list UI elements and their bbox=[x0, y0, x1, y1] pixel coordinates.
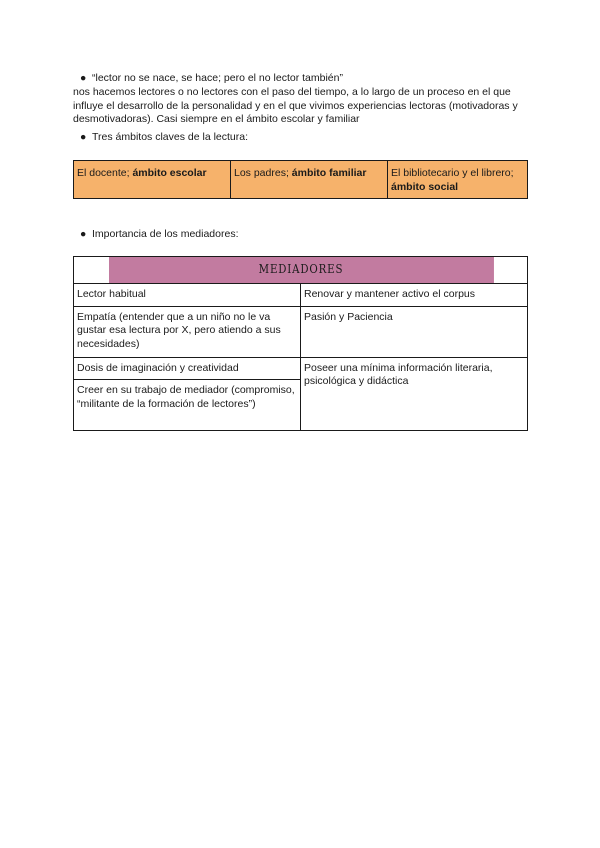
table-cell: Poseer una mínima información literaria, psicológica y didáctica bbox=[301, 357, 528, 431]
ambito-cell bbox=[74, 161, 231, 199]
ambito-cell bbox=[231, 161, 388, 199]
mediadores-header: MEDIADORES bbox=[108, 257, 494, 284]
ambito-prefix: El bibliotecario y el librero; bbox=[391, 167, 514, 179]
ambitos-table bbox=[73, 160, 528, 199]
bullet-dot-icon: ● bbox=[80, 228, 87, 240]
table-cell: Pasión y Paciencia bbox=[301, 306, 528, 357]
ambito-prefix: Los padres; bbox=[234, 167, 292, 179]
ambito-bold: ámbito social bbox=[391, 180, 459, 193]
intro-paragraph: nos hacemos lectores o no lectores con el paso del tiempo, a lo largo de un proceso en el que influye el desarrollo de la personalidad y en el que vivimos experiencias lectoras (motivadoras y desmotivadoras). Casi siempre en el ámbito escolar y familiar bbox=[73, 86, 518, 125]
table-cell: Lector habitual bbox=[74, 284, 301, 307]
ambito-prefix: El docente; bbox=[77, 167, 133, 179]
table-cell: Empatía (entender que a un niño no le va gustar esa lectura por X, pero atiendo a sus necesidades) bbox=[74, 306, 301, 357]
table-cell: Renovar y mantener activo el corpus bbox=[301, 284, 528, 307]
quote-text: “lector no se nace, se hace; pero el no lector también” bbox=[92, 72, 343, 84]
bullet-dot-icon: ● bbox=[80, 131, 87, 143]
ambitos-heading: Tres ámbitos claves de la lectura: bbox=[92, 131, 249, 143]
bullet-dot-icon: ● bbox=[80, 72, 87, 84]
bullet-ambitos bbox=[80, 131, 249, 145]
mediadores-table bbox=[73, 256, 528, 431]
ambito-bold: ámbito escolar bbox=[132, 167, 207, 179]
bullet-quote bbox=[80, 72, 343, 86]
ambito-bold: ámbito familiar bbox=[291, 167, 367, 179]
table-cell: Creer en su trabajo de mediador (compromiso, “militante de la formación de lectores”) bbox=[74, 380, 301, 431]
ambito-cell bbox=[388, 161, 528, 199]
table-cell: Dosis de imaginación y creatividad bbox=[74, 357, 301, 380]
bullet-mediadores bbox=[80, 228, 239, 242]
mediadores-heading: Importancia de los mediadores: bbox=[92, 228, 239, 240]
